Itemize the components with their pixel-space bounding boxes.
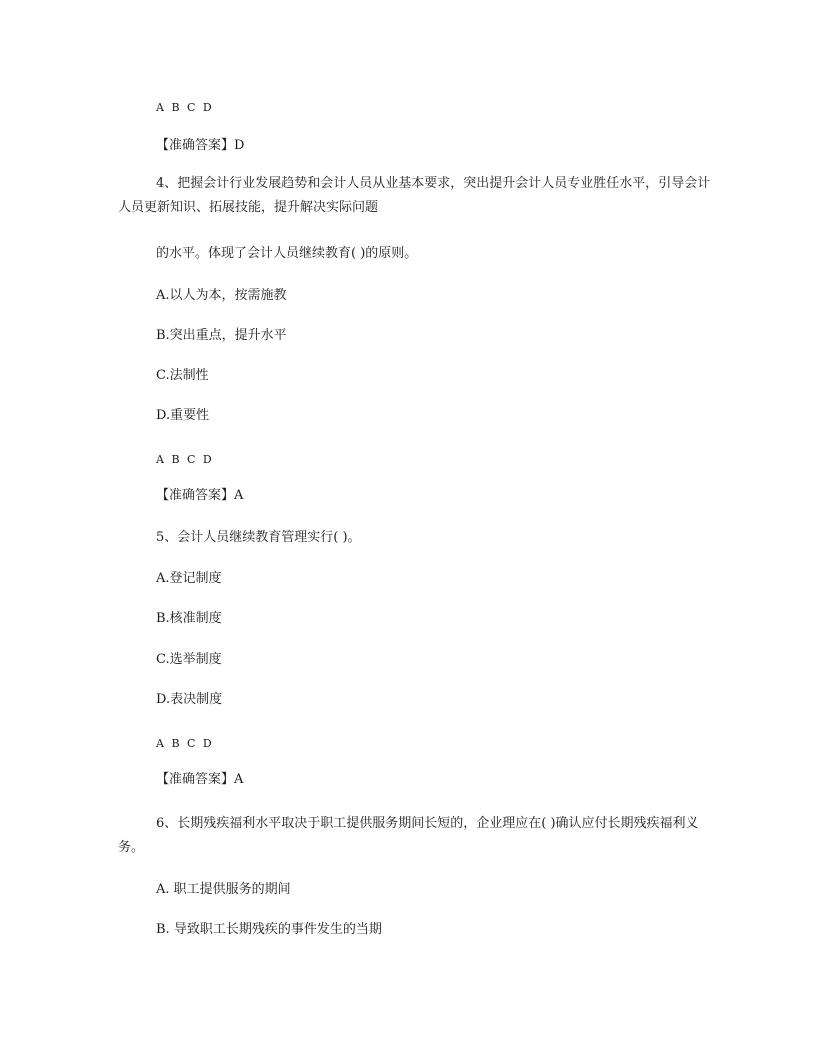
question-4-option-a: A.以人为本，按需施教 — [156, 288, 287, 303]
question-5-option-a: A.登记制度 — [156, 571, 222, 586]
correct-answer: 【准确答案】A — [156, 488, 244, 503]
question-4-option-b: B.突出重点，提升水平 — [156, 328, 287, 343]
question-6-option-b: B. 导致职工长期残疾的事件发生的当期 — [156, 922, 382, 937]
question-4-text: 4、把握会计行业发展趋势和会计人员从业基本要求，突出提升会计人员专业胜任水平，引导会计人员更新知识、拓展技能，提升解决实际问题 — [118, 176, 711, 215]
question-4-option-c: C.法制性 — [156, 368, 209, 383]
question-5-option-d: D.表决制度 — [156, 692, 223, 707]
question-6-text: 6、长期残疾福利水平取决于职工提供服务期间长短的，企业理应在( )确认应付长期残疾福利义务。 — [118, 816, 699, 855]
options-abcd: A B C D — [156, 101, 214, 114]
question-5-option-b: B.核准制度 — [156, 611, 222, 626]
question-5-text: 5、会计人员继续教育管理实行( )。 — [156, 530, 361, 545]
question-6-option-a: A. 职工提供服务的期间 — [156, 882, 291, 897]
options-abcd: A B C D — [156, 737, 214, 750]
question-5-option-c: C.选举制度 — [156, 652, 222, 667]
options-abcd: A B C D — [156, 453, 214, 466]
correct-answer: 【准确答案】D — [156, 138, 245, 153]
correct-answer: 【准确答案】A — [156, 772, 244, 787]
question-4-option-d: D.重要性 — [156, 408, 210, 423]
question-4-continuation: 的水平。体现了会计人员继续教育( )的原则。 — [156, 246, 418, 261]
